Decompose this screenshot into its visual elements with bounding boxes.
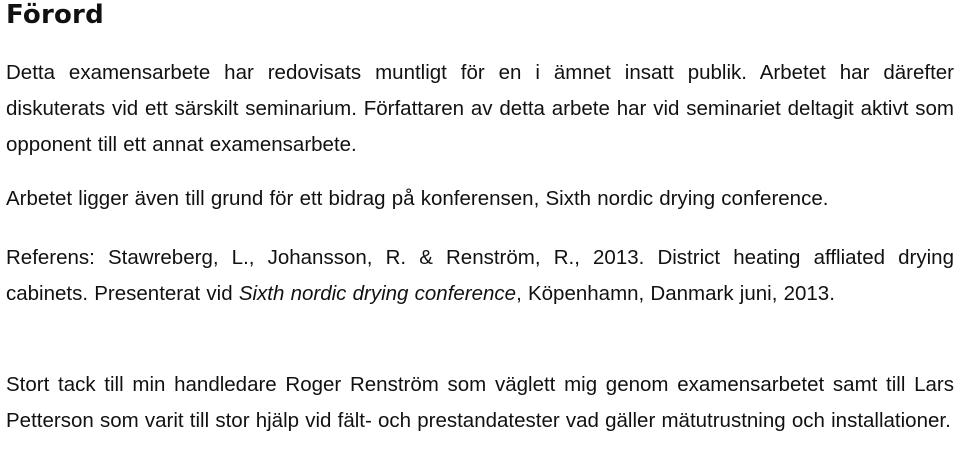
reference-conference-name: Sixth nordic drying conference — [238, 282, 517, 305]
page-title: Förord — [6, 0, 104, 30]
reference-text-end: , Köpenhamn, Danmark juni, 2013. — [516, 282, 835, 305]
paragraph-reference — [6, 240, 954, 312]
reference-text-start: Referens: Stawreberg, L., Johansson, R. & Renström, R., 2013. District heating affliated drying cabinets. Presenterat vid — [6, 246, 954, 305]
paragraph-presentation: Detta examensarbete har redovisats muntligt för en i ämnet insatt publik. Arbetet har därefter diskuterats vid ett särskilt seminarium. Författaren av detta arbete har vid seminariet deltagit aktivt som opponent till ett annat examensarbete. — [6, 61, 954, 156]
paragraph-conference: Arbetet ligger även till grund för ett bidrag på konferensen, Sixth nordic drying conference. — [6, 187, 829, 210]
paragraph-acknowledgements: Stort tack till min handledare Roger Renström som väglett mig genom examensarbetet samt till Lars Petterson som varit till stor hjälp vid fält- och prestandatester vad gäller mätutrustning och installationer. — [6, 373, 954, 432]
